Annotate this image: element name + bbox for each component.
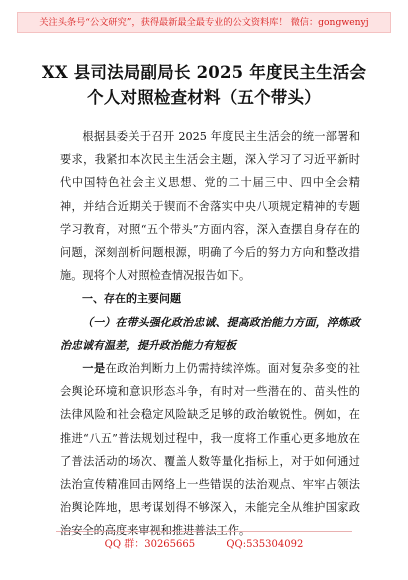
body-paragraph [60,357,360,543]
subsection-heading: （一）在带头强化政治忠诚、提高政治能力方面，淬炼政治忠诚有温差，提升政治能力有短板 [60,315,360,352]
intro-paragraph: 根据县委关于召开 2025 年度民主生活会的统一部署和要求，我紧扣本次民主生活会主题，深入学习了习近平新时代中国特色社会主义思想、党的二十届三中、四中全会精神，并结合近期关于锲而不舍落实中央八项规定精神的专题学习教育，对照“五个带头”方面内容，深入查摆自身存在的问题，深刻剖析问题根源，明确了今后的努力方向和整改措施。现将个人对照检查情况报告如下。 [60,130,360,283]
footer [0,535,408,550]
header-banner: 关注头条号“公文研究”，获得最新最全最专业的公文资料库！ 微信：gongwenyj [17,12,391,33]
title-line-1: XX 县司法局副局长 2025 年度民主生活会 [41,63,367,82]
title-line-2: 个人对照检查材料（五个带头） [87,88,321,107]
footer-divider [56,531,352,532]
section-heading: 一、存在的主要问题 [82,292,181,306]
footer-qq: QQ:535304092 [226,539,304,550]
paragraph-lead: 一是 [82,361,106,376]
document-body [60,125,360,543]
footer-qq-group: QQ 群：30265665 [104,539,196,550]
paragraph-text: 在政治判断力上仍需持续淬炼。面对复杂多变的社会舆论环境和意识形态斗争，有时对一些潜在的、苗头性的法律风险和社会稳定风险缺乏足够的政治敏锐性。例如，在推进“八五”普法规划过程中，我一度将工作重心更多地放在了普法活动的场次、覆盖人数等量化指标上，对于如何通过法治宣传精准回击网络上一些错误的法治观点、牢牢占领法治舆论阵地，思考谋划得不够深入，未能完全从维护国家政治安全的高度来审视和推进普法工作。 [60,362,360,538]
document-title [0,60,408,110]
